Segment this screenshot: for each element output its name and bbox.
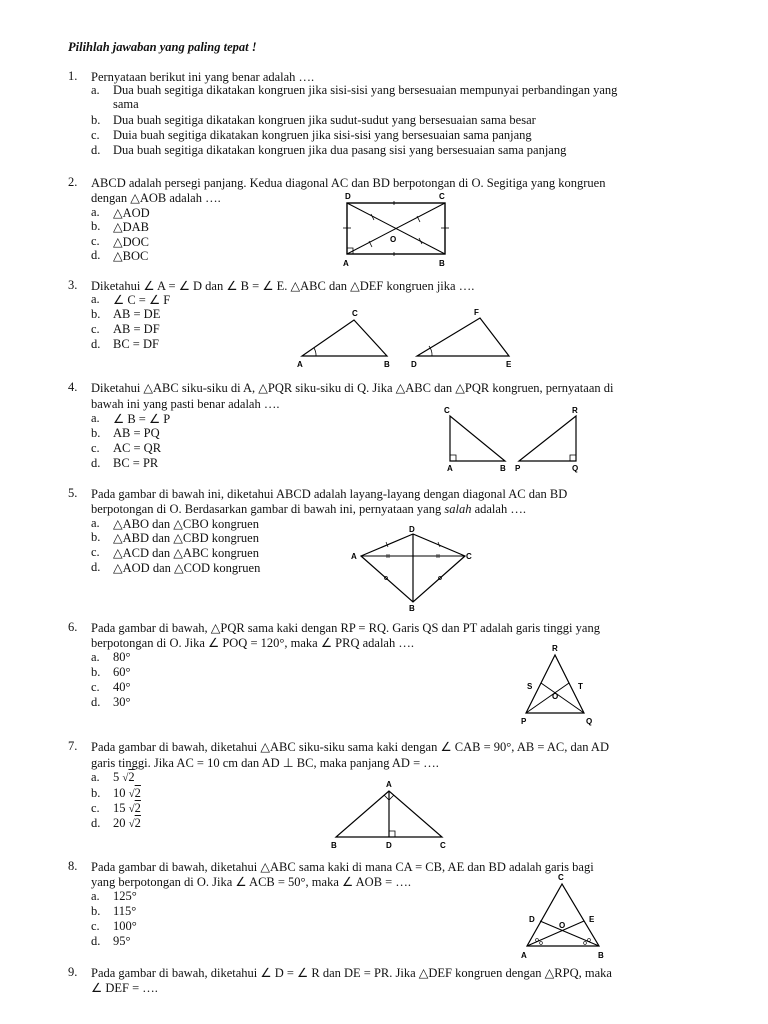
option-d[interactable]: BC = DF <box>113 337 159 351</box>
question-number: 6. <box>68 620 78 634</box>
option-d[interactable]: 95° <box>113 934 131 948</box>
label-b: B <box>409 604 415 613</box>
option-letter: b. <box>91 113 101 127</box>
label-q: Q <box>572 464 579 473</box>
option-b[interactable]: 10 √2 <box>113 786 141 800</box>
option-letter: b. <box>91 904 101 918</box>
option-letter: c. <box>91 441 100 455</box>
option-letter: d. <box>91 143 101 157</box>
option-b[interactable]: △ABD dan △CBD kongruen <box>113 531 259 545</box>
option-letter: a. <box>91 650 100 664</box>
option-letter: a. <box>91 889 100 903</box>
option-letter: d. <box>91 934 101 948</box>
label-a: A <box>351 552 357 561</box>
question-number: 3. <box>68 278 78 292</box>
label-p: P <box>521 717 527 726</box>
triangles-abc-def-figure <box>292 306 522 374</box>
right-isosceles-figure <box>326 777 456 852</box>
question-text-line2: berpotongan di O. Berdasarkan gambar di bawah ini, pernyataan yang salah adalah …. <box>91 502 526 516</box>
label-a: A <box>447 464 453 473</box>
label-e: E <box>506 360 512 369</box>
option-c[interactable]: △DOC <box>113 235 150 249</box>
option-c[interactable]: 100° <box>113 919 137 933</box>
option-letter: a. <box>91 411 100 425</box>
label-o: O <box>559 921 566 930</box>
label-d: D <box>411 360 417 369</box>
question-number: 1. <box>68 69 78 83</box>
option-letter: d. <box>91 816 101 830</box>
isosceles-altitudes-figure <box>515 643 605 728</box>
instruction: Pilihlah jawaban yang paling tepat ! <box>68 40 257 54</box>
label-a: A <box>297 360 303 369</box>
option-letter: a. <box>91 205 100 219</box>
option-b[interactable]: AB = PQ <box>113 426 160 440</box>
option-letter: b. <box>91 307 101 321</box>
label-b: B <box>331 841 337 850</box>
label-t: T <box>578 682 583 691</box>
rectangle-figure <box>335 193 465 273</box>
question-text-line1: Pada gambar di bawah, diketahui △ABC siku-siku sama kaki dengan ∠ CAB = 90°, AB = AC, dan AD <box>91 740 609 754</box>
question-text-line2: bawah ini yang pasti benar adalah …. <box>91 397 280 411</box>
label-c: C <box>439 192 445 201</box>
option-c[interactable]: AB = DF <box>113 322 160 336</box>
option-letter: b. <box>91 219 101 233</box>
label-d: D <box>386 841 392 850</box>
question-text-line1: Pada gambar di bawah, diketahui ∠ D = ∠ R dan DE = PR. Jika △DEF kongruen dengan △RPQ, maka <box>91 966 612 980</box>
right-triangles-figure <box>440 404 590 474</box>
question-text-line1: Pada gambar di bawah ini, diketahui ABCD adalah layang-layang dengan diagonal AC dan BD <box>91 487 568 501</box>
label-d: D <box>529 915 535 924</box>
option-a[interactable]: 125° <box>113 889 137 903</box>
question-number: 7. <box>68 739 78 753</box>
option-text-continued: sama <box>113 97 139 111</box>
option-b[interactable]: Dua buah segitiga dikatakan kongruen jika sudut-sudut yang bersesuaian sama besar <box>113 113 536 127</box>
label-o: O <box>552 692 559 701</box>
option-letter: a. <box>91 83 100 97</box>
isosceles-bisectors-figure <box>515 870 615 965</box>
option-letter: d. <box>91 248 101 262</box>
label-b: B <box>598 951 604 960</box>
label-r: R <box>572 406 578 415</box>
option-b[interactable]: 115° <box>113 904 137 918</box>
option-c[interactable]: 15 √2 <box>113 801 141 815</box>
label-c: C <box>558 873 564 882</box>
option-d[interactable]: 20 √2 <box>113 816 141 830</box>
label-e: E <box>589 915 595 924</box>
option-b[interactable]: AB = DE <box>113 307 161 321</box>
question-text-line2: garis tinggi. Jika AC = 10 cm dan AD ⊥ BC, maka panjang AD = …. <box>91 756 439 770</box>
option-a[interactable]: △ABO dan △CBO kongruen <box>113 517 259 531</box>
option-d[interactable]: 30° <box>113 695 131 709</box>
option-a[interactable]: 80° <box>113 650 131 664</box>
option-d[interactable]: BC = PR <box>113 456 159 470</box>
option-c[interactable]: △ACD dan △ABC kongruen <box>113 546 259 560</box>
kite-figure <box>345 522 485 612</box>
option-c[interactable]: Duia buah segitiga dikatakan kongruen jika sisi-sisi yang bersesuaian sama panjang <box>113 128 532 142</box>
option-letter: d. <box>91 337 101 351</box>
option-letter: b. <box>91 426 101 440</box>
label-p: P <box>515 464 521 473</box>
label-a: A <box>521 951 527 960</box>
option-a[interactable]: ∠ B = ∠ P <box>113 412 171 426</box>
option-letter: b. <box>91 786 101 800</box>
option-d[interactable]: △BOC <box>113 249 149 263</box>
label-r: R <box>552 644 558 653</box>
label-s: S <box>527 682 533 691</box>
question-text-line2: dengan △AOB adalah …. <box>91 191 221 205</box>
option-a[interactable]: △AOD <box>113 206 150 220</box>
question-text-line1: Diketahui △ABC siku-siku di A, △PQR siku-siku di Q. Jika △ABC dan △PQR kongruen, pernyataan di <box>91 381 614 395</box>
question-text-line2: yang berpotongan di O. Jika ∠ ACB = 50°, maka ∠ AOB = …. <box>91 875 411 889</box>
option-letter: c. <box>91 128 100 142</box>
option-letter: c. <box>91 322 100 336</box>
option-letter: d. <box>91 695 101 709</box>
option-letter: c. <box>91 801 100 815</box>
option-letter: c. <box>91 545 100 559</box>
label-b: B <box>500 464 506 473</box>
option-a[interactable]: 5 √2 <box>113 770 135 784</box>
question-number: 4. <box>68 380 78 394</box>
option-letter: a. <box>91 292 100 306</box>
label-d: D <box>409 525 415 534</box>
label-a: A <box>343 259 349 268</box>
question-text: Pernyataan berikut ini yang benar adalah …. <box>91 70 315 84</box>
question-text-line1: ABCD adalah persegi panjang. Kedua diagonal AC dan BD berpotongan di O. Segitiga yang kongruen <box>91 176 606 190</box>
question-number: 2. <box>68 175 78 189</box>
option-letter: a. <box>91 516 100 530</box>
label-f: F <box>474 308 479 317</box>
option-letter: b. <box>91 530 101 544</box>
option-d[interactable]: △AOD dan △COD kongruen <box>113 561 261 575</box>
label-c: C <box>444 406 450 415</box>
label-c: C <box>466 552 472 561</box>
option-a[interactable] <box>113 83 723 111</box>
question-text-line1: Pada gambar di bawah, △PQR sama kaki dengan RP = RQ. Garis QS dan PT adalah garis tinggi yang <box>91 621 600 635</box>
option-c[interactable]: AC = QR <box>113 441 162 455</box>
question-text-line2: ∠ DEF = …. <box>91 981 158 995</box>
option-a[interactable]: ∠ C = ∠ F <box>113 293 171 307</box>
question-number: 5. <box>68 486 78 500</box>
label-d: D <box>345 192 351 201</box>
label-b: B <box>439 259 445 268</box>
label-q: Q <box>586 717 593 726</box>
question-text-line1: Pada gambar di bawah, diketahui △ABC sama kaki di mana CA = CB, AE dan BD adalah garis bagi <box>91 860 594 874</box>
option-letter: b. <box>91 665 101 679</box>
option-letter: d. <box>91 560 101 574</box>
option-b[interactable]: △DAB <box>113 220 150 234</box>
question-text-line2: berpotongan di O. Jika ∠ POQ = 120°, maka ∠ PRQ adalah …. <box>91 636 414 650</box>
label-b: B <box>384 360 390 369</box>
label-c: C <box>440 841 446 850</box>
option-letter: c. <box>91 234 100 248</box>
label-c: C <box>352 309 358 318</box>
option-c[interactable]: 40° <box>113 680 131 694</box>
label-a: A <box>386 780 392 789</box>
option-letter: d. <box>91 456 101 470</box>
option-b[interactable]: 60° <box>113 665 131 679</box>
option-text: Dua buah segitiga dikatakan kongruen jika sisi-sisi yang bersesuaian mempunyai perbandingan yang <box>113 83 618 97</box>
option-letter: c. <box>91 680 100 694</box>
option-d[interactable]: Dua buah segitiga dikatakan kongruen jika dua pasang sisi yang bersesuaian sama panjang <box>113 143 567 157</box>
option-letter: a. <box>91 770 100 784</box>
label-o: O <box>390 235 397 244</box>
question-number: 8. <box>68 859 78 873</box>
option-letter: c. <box>91 919 100 933</box>
question-number: 9. <box>68 965 78 979</box>
question-text: Diketahui ∠ A = ∠ D dan ∠ B = ∠ E. △ABC dan △DEF kongruen jika …. <box>91 279 475 293</box>
